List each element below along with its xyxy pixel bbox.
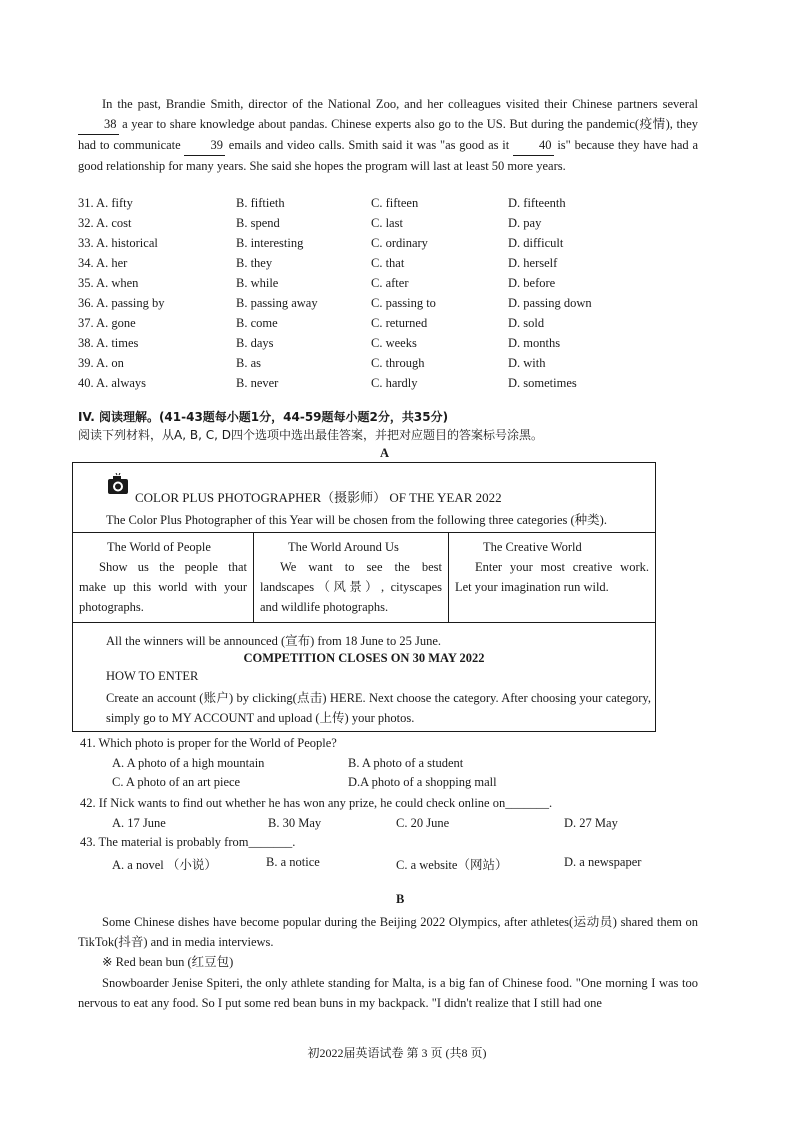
option-a[interactable]: 35. A. when bbox=[78, 276, 139, 290]
category-table bbox=[72, 532, 656, 623]
option-b[interactable]: B. days bbox=[236, 336, 274, 350]
option-c[interactable]: C. ordinary bbox=[371, 236, 428, 250]
option-b[interactable]: B. A photo of a student bbox=[348, 756, 464, 770]
option-d[interactable]: D. sold bbox=[508, 316, 545, 330]
cloze-line-1: In the past, Brandie Smith, director of the National Zoo, and her colleagues visited their Chinese partners bbox=[102, 97, 658, 111]
option-a[interactable]: 39. A. on bbox=[78, 356, 124, 370]
option-a[interactable]: A. A photo of a high mountain bbox=[112, 756, 265, 770]
category-desc: Show us the people that make up this world with your photographs. bbox=[79, 560, 247, 614]
option-row-37 bbox=[78, 316, 698, 336]
option-row-39 bbox=[78, 356, 698, 376]
option-b[interactable]: B. they bbox=[236, 256, 273, 270]
option-c[interactable]: C. A photo of an art piece bbox=[112, 775, 241, 789]
option-d[interactable]: D. sometimes bbox=[508, 376, 577, 390]
option-a[interactable]: 37. A. gone bbox=[78, 316, 136, 330]
cloze-passage bbox=[78, 94, 698, 176]
winners-announcement: All the winners will be announced (宣布) from 18 June to 25 June. bbox=[106, 634, 442, 648]
question-41-options-1 bbox=[80, 756, 700, 776]
cloze-line-3b: emails and video calls. Smith said it was "as good as it bbox=[228, 138, 510, 152]
question-41 bbox=[80, 736, 700, 756]
option-b[interactable]: B. a notice bbox=[266, 855, 320, 869]
category-name: The Creative World bbox=[483, 540, 582, 554]
option-a[interactable]: 34. A. her bbox=[78, 256, 128, 270]
question-42 bbox=[80, 796, 700, 816]
passage-b-subhead: ※ Red bean bun (红豆包) bbox=[102, 955, 234, 969]
poster-header bbox=[72, 462, 656, 533]
option-c[interactable]: C. fifteen bbox=[371, 196, 419, 210]
option-row-40 bbox=[78, 376, 698, 396]
option-d[interactable]: D. pay bbox=[508, 216, 542, 230]
option-c[interactable]: C. through bbox=[371, 356, 425, 370]
option-d[interactable]: D. fifteenth bbox=[508, 196, 566, 210]
option-a[interactable]: 40. A. always bbox=[78, 376, 147, 390]
option-d[interactable]: D. with bbox=[508, 356, 546, 370]
option-d[interactable]: D. a newspaper bbox=[564, 855, 642, 869]
competition-closes: COMPETITION CLOSES ON 30 MAY 2022 bbox=[243, 651, 485, 665]
question-43-options bbox=[80, 855, 700, 875]
option-d[interactable]: D. 27 May bbox=[564, 816, 618, 830]
question-41-options-2 bbox=[80, 775, 700, 795]
option-a[interactable]: 31. A. fifty bbox=[78, 196, 133, 210]
option-c[interactable]: C. passing to bbox=[371, 296, 436, 310]
option-d[interactable]: D. passing down bbox=[508, 296, 592, 310]
option-d[interactable]: D. before bbox=[508, 276, 556, 290]
option-a[interactable]: A. 17 June bbox=[112, 816, 166, 830]
option-a[interactable]: 33. A. historical bbox=[78, 236, 158, 250]
category-name: The World of People bbox=[107, 540, 211, 554]
category-people bbox=[73, 533, 254, 623]
option-a[interactable]: 36. A. passing by bbox=[78, 296, 165, 310]
question-stem: 41. Which photo is proper for the World of People? bbox=[80, 736, 337, 750]
option-row-38 bbox=[78, 336, 698, 356]
cloze-line-3c: is" bbox=[557, 138, 571, 152]
cloze-line-2a: several bbox=[662, 97, 698, 111]
question-43 bbox=[80, 835, 700, 855]
option-c[interactable]: C. hardly bbox=[371, 376, 418, 390]
option-row-32 bbox=[78, 216, 698, 236]
poster-title: COLOR PLUS PHOTOGRAPHER（摄影师） OF THE YEAR 2022 bbox=[135, 490, 502, 505]
option-d[interactable]: D. herself bbox=[508, 256, 558, 270]
poster-subtitle: The Color Plus Photographer of this Year will be chosen from the following three categories (种类). bbox=[106, 513, 607, 527]
option-d[interactable]: D.A photo of a shopping mall bbox=[348, 775, 497, 789]
category-name: The World Around Us bbox=[288, 540, 399, 554]
blank-39[interactable]: 39 bbox=[184, 135, 225, 156]
option-b[interactable]: B. come bbox=[236, 316, 278, 330]
option-b[interactable]: B. interesting bbox=[236, 236, 304, 250]
option-b[interactable]: B. fiftieth bbox=[236, 196, 285, 210]
section-heading: IV. 阅读理解。(41-43题每小题1分，44-59题每小题2分，共35分) bbox=[78, 410, 449, 424]
option-c[interactable]: C. returned bbox=[371, 316, 428, 330]
option-d[interactable]: D. months bbox=[508, 336, 561, 350]
passage-b-intro: Some Chinese dishes have become popular during the Beijing 2022 Olympics, after athletes(运动员) shared them on TikTok(抖音) and in media interviews. bbox=[78, 915, 698, 949]
cloze-line-5: years. bbox=[536, 159, 566, 173]
option-b[interactable]: B. never bbox=[236, 376, 279, 390]
option-row-35 bbox=[78, 276, 698, 296]
cloze-line-2b: a year to share knowledge about pandas. Chinese experts also go to the US. But during the bbox=[122, 117, 583, 131]
option-c[interactable]: C. weeks bbox=[371, 336, 417, 350]
blank-38[interactable]: 38 bbox=[78, 114, 119, 135]
passage-label-b: B bbox=[396, 892, 405, 906]
option-b[interactable]: B. spend bbox=[236, 216, 280, 230]
option-row-36 bbox=[78, 296, 698, 316]
cloze-line-4: because they have had a good relationship for many years. She said she hopes the program will last at least 50 more bbox=[78, 138, 699, 173]
option-c[interactable]: C. 20 June bbox=[396, 816, 450, 830]
option-c[interactable]: C. after bbox=[371, 276, 409, 290]
cloze-line-3a: pandemic(疫情), they had to communicate bbox=[78, 117, 699, 152]
passage-label-a: A bbox=[380, 446, 390, 460]
page-footer: 初2022届英语试卷 第 3 页 (共8 页) bbox=[307, 1046, 487, 1060]
option-a[interactable]: 32. A. cost bbox=[78, 216, 132, 230]
question-stem: 43. The material is probably from_______. bbox=[80, 835, 296, 849]
option-c[interactable]: C. last bbox=[371, 216, 403, 230]
how-to-enter-text: Create an account (账户) by clicking(点击) HERE. Next choose the category. After choosing your category, simply go to MY ACCOUNT and upload (上传) your photos. bbox=[106, 691, 651, 725]
question-42-options bbox=[80, 816, 700, 836]
section-instruction: 阅读下列材料，从A, B, C, D四个选项中选出最佳答案，并把对应题目的答案标号涂黑。 bbox=[78, 428, 543, 442]
option-b[interactable]: B. 30 May bbox=[268, 816, 322, 830]
option-row-31 bbox=[78, 196, 698, 216]
category-creative bbox=[449, 533, 655, 623]
category-desc: We want to see the best landscapes（风景）, cityscapes and wildlife photographs. bbox=[260, 560, 442, 614]
how-to-enter-title: HOW TO ENTER bbox=[106, 669, 199, 683]
poster-footer bbox=[72, 622, 656, 732]
option-row-34 bbox=[78, 256, 698, 276]
option-a[interactable]: A. a novel （小说） bbox=[112, 858, 217, 872]
option-b[interactable]: B. while bbox=[236, 276, 279, 290]
category-desc: Enter your most creative work. Let your imagination run wild. bbox=[455, 560, 649, 594]
category-around-us bbox=[254, 533, 449, 623]
option-a[interactable]: 38. A. times bbox=[78, 336, 139, 350]
option-b[interactable]: B. passing away bbox=[236, 296, 318, 310]
passage-b-paragraph: Snowboarder Jenise Spiteri, the only athlete standing for Malta, is a big fan of Chinese food. "One morning I was too nervous to eat any food. So I put some red bean buns in my backpack. "I didn't realize that I still had one bbox=[78, 976, 698, 1010]
option-b[interactable]: B. as bbox=[236, 356, 261, 370]
camera-icon bbox=[107, 473, 129, 499]
option-c[interactable]: C. a website（网站） bbox=[396, 858, 508, 872]
option-c[interactable]: C. that bbox=[371, 256, 405, 270]
blank-40[interactable]: 40 bbox=[513, 135, 554, 156]
question-stem: 42. If Nick wants to find out whether he has won any prize, he could check online on_______. bbox=[80, 796, 553, 810]
option-d[interactable]: D. difficult bbox=[508, 236, 564, 250]
option-row-33 bbox=[78, 236, 698, 256]
